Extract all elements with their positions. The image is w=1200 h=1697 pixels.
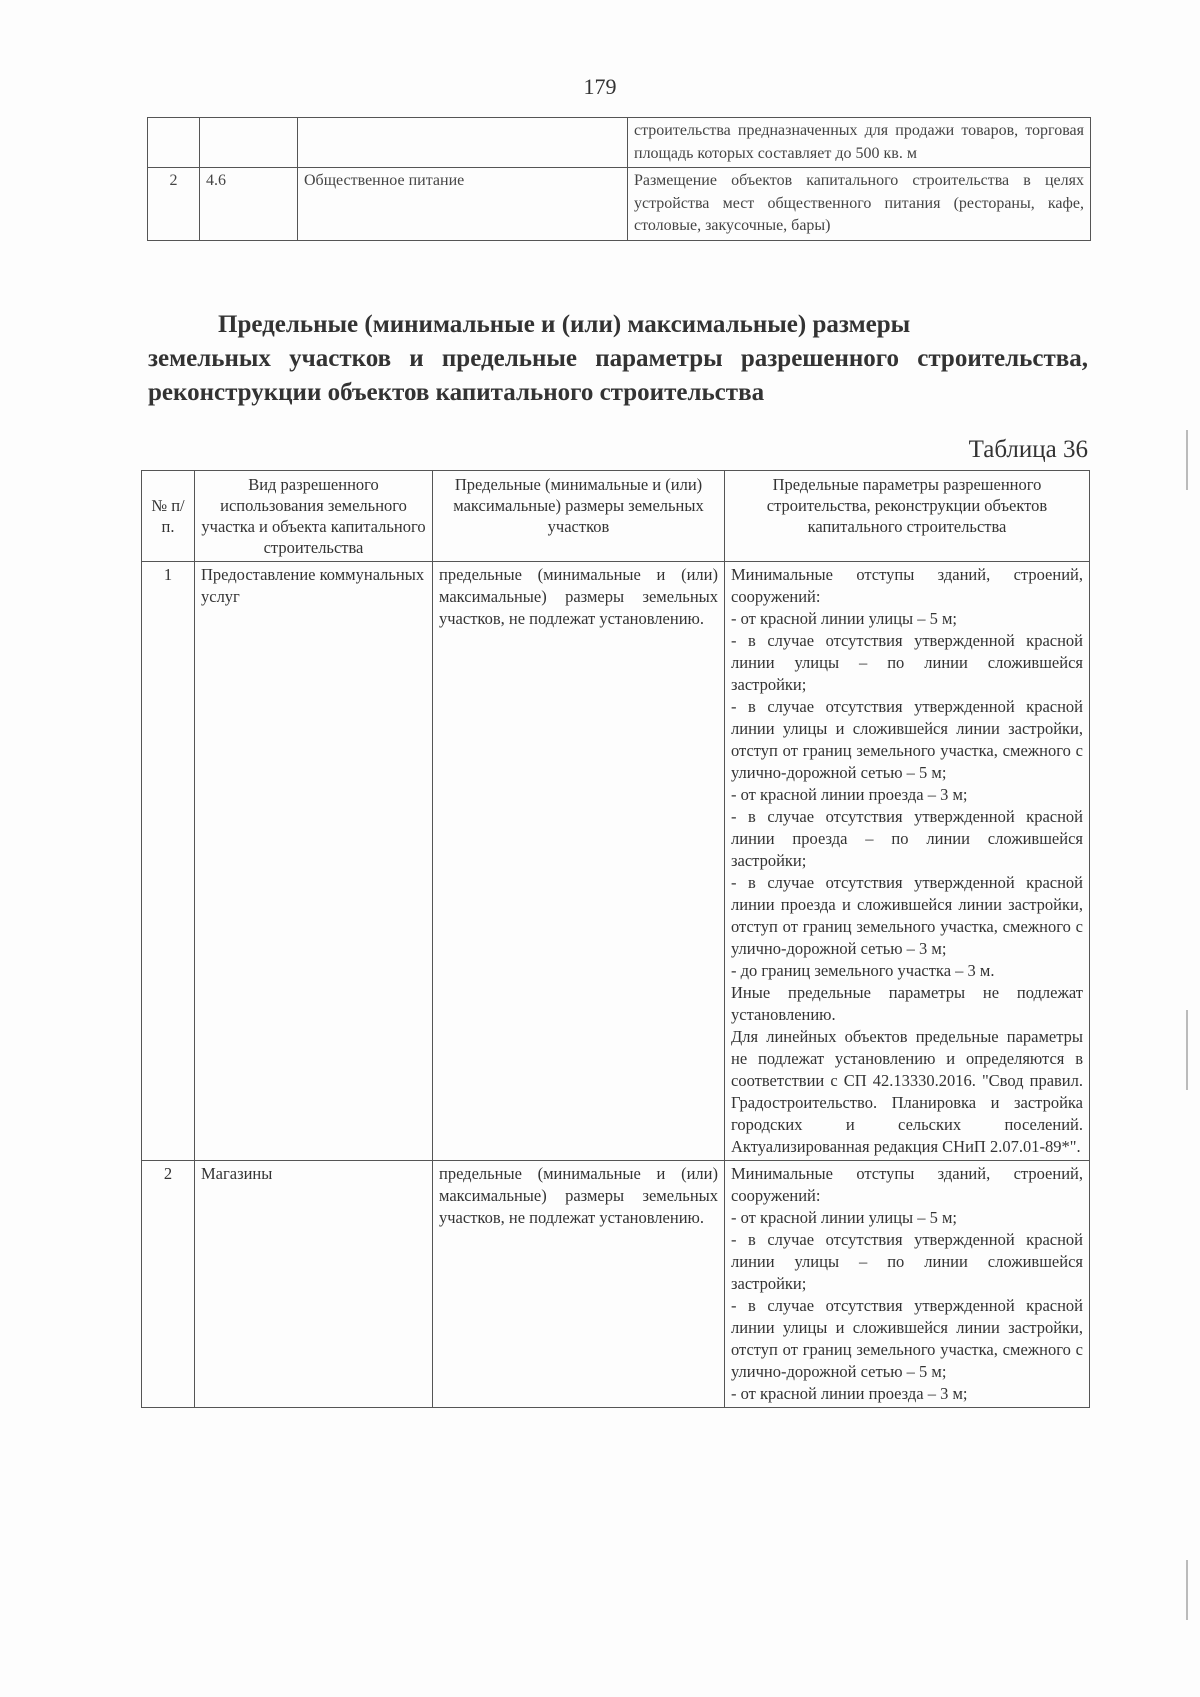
- row-description: строительства предназначенных для продажи товаров, торговая площадь которых составляет до 500 кв. м: [628, 118, 1091, 168]
- row-code: 4.6: [200, 168, 298, 241]
- row-params: [725, 562, 1090, 1161]
- param-line: Для линейных объектов предельные параметры не подлежат установлению и определяются в соответствии с СП 42.13330.2016. "Свод правил. Градостроительство. Планировка и застройка городских и сельских поселений. Актуализированная редакция СНиП 2.07.01-89*".: [731, 1027, 1083, 1156]
- table-row: [142, 1161, 1090, 1408]
- header-num: № п/п.: [142, 471, 195, 562]
- table-caption: Таблица 36: [968, 436, 1088, 463]
- param-line: - в случае отсутствия утвержденной красной линии улицы и сложившейся линии застройки, отступ от границ земельного участка, смежного с улично-дорожной сетью – 5 м;: [731, 1296, 1083, 1381]
- table-header-row: [142, 471, 1090, 562]
- param-line: - в случае отсутствия утвержденной красной линии улицы – по линии сложившейся застройки;: [731, 631, 1083, 694]
- row-number: 1: [142, 562, 195, 1161]
- limits-table: [141, 470, 1090, 1408]
- row-name: Общественное питание: [298, 168, 628, 241]
- param-line: - от красной линии проезда – 3 м;: [731, 1384, 968, 1403]
- scan-edge-mark: [1186, 430, 1188, 490]
- param-line: - в случае отсутствия утвержденной красной линии улицы – по линии сложившейся застройки;: [731, 1230, 1083, 1293]
- page-number: 179: [583, 74, 617, 99]
- param-line: - от красной линии улицы – 5 м;: [731, 609, 958, 628]
- scan-edge-mark: [1186, 1010, 1188, 1090]
- row-use: Предоставление коммунальных услуг: [195, 562, 433, 1161]
- param-line: - в случае отсутствия утвержденной красной линии проезда и сложившейся линии застройки, отступ от границ земельного участка, смежного с улично-дорожной сетью – 3 м;: [731, 873, 1083, 958]
- param-line: - в случае отсутствия утвержденной красной линии улицы и сложившейся линии застройки, отступ от границ земельного участка, смежного с улично-дорожной сетью – 5 м;: [731, 697, 1083, 782]
- row-description: Размещение объектов капитального строительства в целях устройства мест общественного питания (рестораны, кафе, столовые, закусочные, бары): [628, 168, 1091, 241]
- heading-line-1: Предельные (минимальные и (или) максимальные) размеры: [218, 311, 911, 338]
- row-use: Магазины: [195, 1161, 433, 1408]
- param-line: - от красной линии улицы – 5 м;: [731, 1208, 958, 1227]
- row-sizes: предельные (минимальные и (или) максимальные) размеры земельных участков, не подлежат установлению.: [433, 562, 725, 1161]
- header-params: Предельные параметры разрешенного строительства, реконструкции объектов капитального строительства: [725, 471, 1090, 562]
- param-line: Минимальные отступы зданий, строений, сооружений:: [731, 1164, 1083, 1205]
- heading-line-rest: земельных участков и предельные параметры разрешенного строительства, реконструкции объектов капитального строительства: [148, 345, 1088, 406]
- row-params: [725, 1161, 1090, 1408]
- row-name: [298, 118, 628, 168]
- section-heading: [148, 308, 1088, 410]
- table-row: [148, 168, 1091, 241]
- row-sizes: предельные (минимальные и (или) максимальные) размеры земельных участков, не подлежат установлению.: [433, 1161, 725, 1408]
- scan-edge-mark: [1186, 1560, 1188, 1620]
- header-use: Вид разрешенного использования земельного участка и объекта капитального строительства: [195, 471, 433, 562]
- header-sizes: Предельные (минимальные и (или) максимальные) размеры земельных участков: [433, 471, 725, 562]
- row-number: [148, 118, 200, 168]
- param-line: - до границ земельного участка – 3 м.: [731, 961, 995, 980]
- continued-table: [147, 117, 1091, 241]
- param-line: Иные предельные параметры не подлежат установлению.: [731, 983, 1083, 1024]
- param-line: - от красной линии проезда – 3 м;: [731, 785, 968, 804]
- table-row: [142, 562, 1090, 1161]
- table-row: [148, 118, 1091, 168]
- param-line: Минимальные отступы зданий, строений, сооружений:: [731, 565, 1083, 606]
- row-code: [200, 118, 298, 168]
- row-number: 2: [142, 1161, 195, 1408]
- row-number: 2: [148, 168, 200, 241]
- param-line: - в случае отсутствия утвержденной красной линии проезда – по линии сложившейся застройки;: [731, 807, 1083, 870]
